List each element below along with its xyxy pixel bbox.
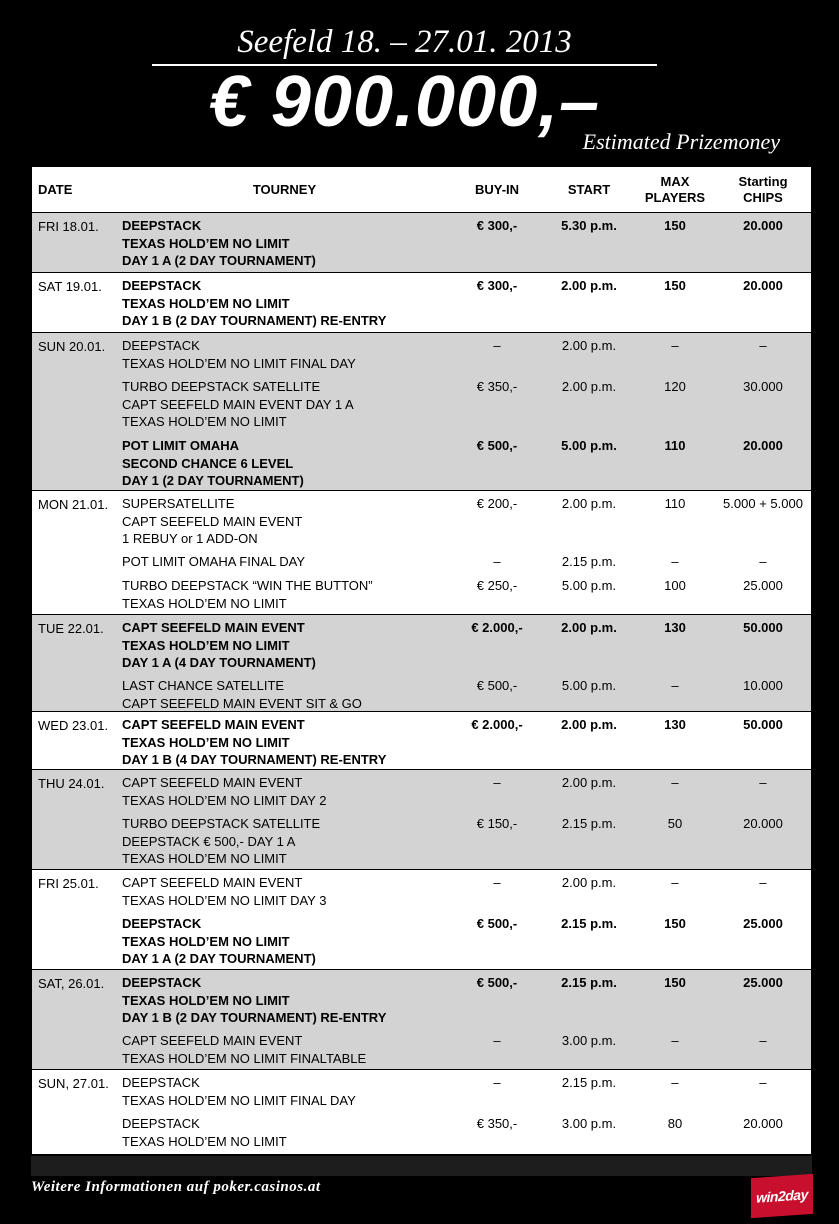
tourney-line: DEEPSTACK (122, 1075, 200, 1090)
max-players-value: 50 (667, 816, 683, 831)
day-date: SAT, 26.01. (38, 976, 105, 991)
day-block (32, 770, 811, 870)
day-block (32, 870, 811, 970)
tourney-line: TEXAS HOLD’EM NO LIMIT (122, 595, 287, 611)
tourney-line: TEXAS HOLD’EM NO LIMIT (122, 734, 290, 750)
buyin-value: – (493, 338, 501, 353)
tourney-name (122, 337, 462, 372)
tourney-line: CAPT SEEFELD MAIN EVENT (122, 620, 305, 635)
starting-chips-value: – (759, 775, 767, 790)
tourney-name (122, 217, 462, 270)
tourney-line: DEEPSTACK (122, 278, 202, 293)
starting-chips-value: 20.000 (743, 218, 783, 233)
tourney-line: DAY 1 B (2 DAY TOURNAMENT) RE-ENTRY (122, 313, 387, 328)
starting-chips-value: 30.000 (743, 379, 783, 394)
tourney-line: CAPT SEEFELD MAIN EVENT DAY 1 A (122, 396, 354, 412)
column-header-max: MAX (660, 173, 690, 189)
max-players-value: 130 (664, 620, 686, 635)
table-header (32, 167, 811, 213)
max-players-value: 130 (664, 717, 686, 732)
starting-chips-value: – (759, 1075, 767, 1090)
buyin-value: € 2.000,- (471, 620, 523, 635)
day-block (32, 712, 811, 770)
tourney-line: POT LIMIT OMAHA FINAL DAY (122, 554, 306, 569)
buyin-value: – (493, 1075, 501, 1090)
buyin-value: € 300,- (476, 278, 518, 293)
starting-chips-value: 20.000 (743, 1116, 783, 1131)
buyin-value: – (493, 875, 501, 890)
starting-chips-value: 50.000 (743, 620, 783, 635)
day-date: FRI 18.01. (38, 219, 99, 234)
start-time: 3.00 p.m. (561, 1116, 617, 1131)
buyin-value: – (493, 775, 501, 790)
max-players-value: – (671, 554, 679, 569)
tourney-line: CAPT SEEFELD MAIN EVENT (122, 775, 303, 790)
start-time: 2.00 p.m. (561, 717, 617, 732)
start-time: 2.00 p.m. (561, 775, 617, 790)
max-players-value: 120 (664, 379, 686, 394)
buyin-value: – (493, 1033, 501, 1048)
tourney-line: DAY 1 B (4 DAY TOURNAMENT) RE-ENTRY (122, 752, 387, 767)
win2day-logo: win2day (751, 1174, 813, 1218)
start-time: 2.00 p.m. (561, 338, 617, 353)
tourney-line: CAPT SEEFELD MAIN EVENT (122, 513, 303, 529)
max-players-value: 110 (664, 496, 686, 511)
tourney-line: TEXAS HOLD’EM NO LIMIT (122, 414, 287, 429)
max-players-value: – (671, 678, 679, 693)
tourney-line: CAPT SEEFELD MAIN EVENT (122, 717, 305, 732)
tourney-line: DEEPSTACK (122, 218, 202, 233)
column-header-start: START (567, 181, 611, 197)
start-time: 2.15 p.m. (561, 975, 617, 990)
tourney-name (122, 577, 462, 612)
buyin-value: € 500,- (476, 678, 518, 693)
buyin-value: € 350,- (476, 379, 518, 394)
tourney-line: DEEPSTACK € 500,- DAY 1 A (122, 833, 296, 849)
day-date: SUN, 27.01. (38, 1076, 109, 1091)
tourney-name (122, 619, 462, 672)
start-time: 2.00 p.m. (561, 379, 617, 394)
start-time: 2.00 p.m. (561, 875, 617, 890)
day-date: TUE 22.01. (38, 621, 104, 636)
starting-chips-value: 5.000 + 5.000 (723, 496, 803, 511)
buyin-value: € 500,- (476, 916, 518, 931)
day-block (32, 1070, 811, 1155)
column-header-chips-label: CHIPS (743, 189, 783, 205)
day-block (32, 273, 811, 333)
table-body (32, 213, 811, 1155)
footer-info: Weitere Informationen auf poker.casinos.at (31, 1179, 321, 1195)
starting-chips-value: 20.000 (743, 438, 783, 453)
tourney-line: LAST CHANCE SATELLITE (122, 678, 285, 693)
max-players-value: – (671, 775, 679, 790)
starting-chips-value: 10.000 (743, 678, 783, 693)
buyin-value: € 350,- (476, 1116, 518, 1131)
tourney-line: DAY 1 B (2 DAY TOURNAMENT) RE-ENTRY (122, 1010, 387, 1025)
start-time: 2.00 p.m. (561, 278, 617, 293)
starting-chips-value: 25.000 (743, 578, 783, 593)
day-block (32, 213, 811, 273)
column-header-buyin: BUY-IN (474, 181, 520, 197)
max-players-value: 100 (664, 578, 686, 593)
starting-chips-value: 20.000 (743, 816, 783, 831)
tourney-line: DAY 1 (2 DAY TOURNAMENT) (122, 473, 304, 488)
start-time: 3.00 p.m. (561, 1033, 617, 1048)
column-header-players: PLAYERS (644, 189, 706, 205)
tourney-name (122, 437, 462, 490)
column-header-max-players (625, 167, 725, 212)
start-time: 5.00 p.m. (561, 438, 617, 453)
day-date: MON 21.01. (38, 497, 109, 512)
tourney-name (122, 815, 462, 868)
tourney-name (122, 495, 462, 548)
column-header-chips (712, 167, 812, 212)
max-players-value: 110 (664, 438, 686, 453)
tourney-name (122, 553, 462, 571)
day-date: THU 24.01. (38, 776, 105, 791)
buyin-value: € 200,- (476, 496, 518, 511)
tourney-line: CAPT SEEFELD MAIN EVENT (122, 1033, 303, 1048)
max-players-value: 150 (664, 278, 686, 293)
prize-subtitle: Estimated Prizemoney (582, 129, 780, 154)
tourney-line: TEXAS HOLD’EM NO LIMIT (122, 235, 290, 251)
tourney-name (122, 677, 462, 712)
tourney-line: TEXAS HOLD’EM NO LIMIT FINAL DAY (122, 1092, 356, 1108)
tourney-line: TURBO DEEPSTACK SATELLITE (122, 816, 321, 831)
tourney-name (122, 1115, 462, 1150)
tourney-line: SUPERSATELLITE (122, 496, 235, 511)
starting-chips-value: 20.000 (743, 278, 783, 293)
tourney-name (122, 974, 462, 1027)
tourney-name (122, 874, 462, 909)
starting-chips-value: 50.000 (743, 717, 783, 732)
buyin-value: € 150,- (476, 816, 518, 831)
tourney-line: TEXAS HOLD’EM NO LIMIT FINAL DAY (122, 355, 356, 371)
column-header-starting: Starting (738, 173, 788, 189)
tourney-line: DEEPSTACK (122, 916, 202, 931)
starting-chips-value: – (759, 554, 767, 569)
tourney-line: TEXAS HOLD’EM NO LIMIT DAY 3 (122, 892, 327, 908)
tourney-line: DEEPSTACK (122, 338, 200, 353)
tourney-line: CAPT SEEFELD MAIN EVENT SIT & GO (122, 695, 362, 711)
tourney-line: TEXAS HOLD’EM NO LIMIT (122, 637, 290, 653)
tourney-line: DAY 1 A (2 DAY TOURNAMENT) (122, 253, 316, 268)
tourney-line: TEXAS HOLD’EM NO LIMIT (122, 295, 290, 311)
tourney-name (122, 915, 462, 968)
event-title: Seefeld 18. – 27.01. 2013 (237, 24, 572, 60)
buyin-value: € 500,- (476, 975, 518, 990)
tourney-line: TURBO DEEPSTACK “WIN THE BUTTON” (122, 578, 373, 593)
starting-chips-value: – (759, 875, 767, 890)
tourney-name (122, 1074, 462, 1109)
schedule-table (31, 166, 812, 1156)
tourney-line: CAPT SEEFELD MAIN EVENT (122, 875, 303, 890)
start-time: 2.15 p.m. (561, 916, 617, 931)
max-players-value: – (671, 338, 679, 353)
start-time: 5.00 p.m. (561, 578, 617, 593)
day-date: SUN 20.01. (38, 339, 106, 354)
start-time: 2.00 p.m. (561, 620, 617, 635)
day-date: FRI 25.01. (38, 876, 99, 891)
day-block (32, 970, 811, 1070)
tourney-line: DAY 1 A (2 DAY TOURNAMENT) (122, 951, 316, 966)
tourney-line: TEXAS HOLD’EM NO LIMIT FINALTABLE (122, 1050, 367, 1066)
start-time: 2.15 p.m. (561, 554, 617, 569)
tourney-line: TEXAS HOLD’EM NO LIMIT (122, 851, 287, 866)
header (0, 0, 839, 165)
starting-chips-value: 25.000 (743, 916, 783, 931)
tourney-name (122, 1032, 462, 1067)
starting-chips-value: – (759, 1033, 767, 1048)
max-players-value: – (671, 1075, 679, 1090)
tourney-line: SECOND CHANCE 6 LEVEL (122, 455, 294, 471)
tourney-line: DAY 1 A (4 DAY TOURNAMENT) (122, 655, 316, 670)
tourney-line: 1 REBUY or 1 ADD-ON (122, 531, 258, 546)
max-players-value: 150 (664, 916, 686, 931)
start-time: 2.15 p.m. (561, 816, 617, 831)
tourney-line: TURBO DEEPSTACK SATELLITE (122, 379, 321, 394)
day-block (32, 491, 811, 615)
tourney-line: DEEPSTACK (122, 1116, 200, 1131)
starting-chips-value: 25.000 (743, 975, 783, 990)
day-date: SAT 19.01. (38, 279, 102, 294)
start-time: 5.30 p.m. (561, 218, 617, 233)
column-header-date: DATE (38, 181, 73, 197)
tourney-line: DEEPSTACK (122, 975, 202, 990)
prize-amount: € 900.000,– (208, 62, 601, 142)
column-header-tourney: TOURNEY (252, 181, 317, 197)
max-players-value: 150 (664, 975, 686, 990)
tourney-line: POT LIMIT OMAHA (122, 438, 239, 453)
max-players-value: 80 (667, 1116, 683, 1131)
tourney-name (122, 716, 462, 769)
max-players-value: 150 (664, 218, 686, 233)
tourney-line: TEXAS HOLD’EM NO LIMIT (122, 1133, 287, 1149)
footer-bar (31, 1156, 812, 1176)
start-time: 2.00 p.m. (561, 496, 617, 511)
buyin-value: € 2.000,- (471, 717, 523, 732)
tourney-line: TEXAS HOLD’EM NO LIMIT (122, 933, 290, 949)
buyin-value: € 250,- (476, 578, 518, 593)
max-players-value: – (671, 1033, 679, 1048)
tourney-line: TEXAS HOLD’EM NO LIMIT (122, 992, 290, 1008)
day-block (32, 615, 811, 712)
day-date: WED 23.01. (38, 718, 109, 733)
tourney-name (122, 774, 462, 809)
starting-chips-value: – (759, 338, 767, 353)
max-players-value: – (671, 875, 679, 890)
tourney-line: TEXAS HOLD’EM NO LIMIT DAY 2 (122, 792, 327, 808)
day-block (32, 333, 811, 491)
buyin-value: – (493, 554, 501, 569)
buyin-value: € 300,- (476, 218, 518, 233)
start-time: 5.00 p.m. (561, 678, 617, 693)
tourney-name (122, 277, 462, 330)
buyin-value: € 500,- (476, 438, 518, 453)
start-time: 2.15 p.m. (561, 1075, 617, 1090)
tourney-name (122, 378, 462, 431)
